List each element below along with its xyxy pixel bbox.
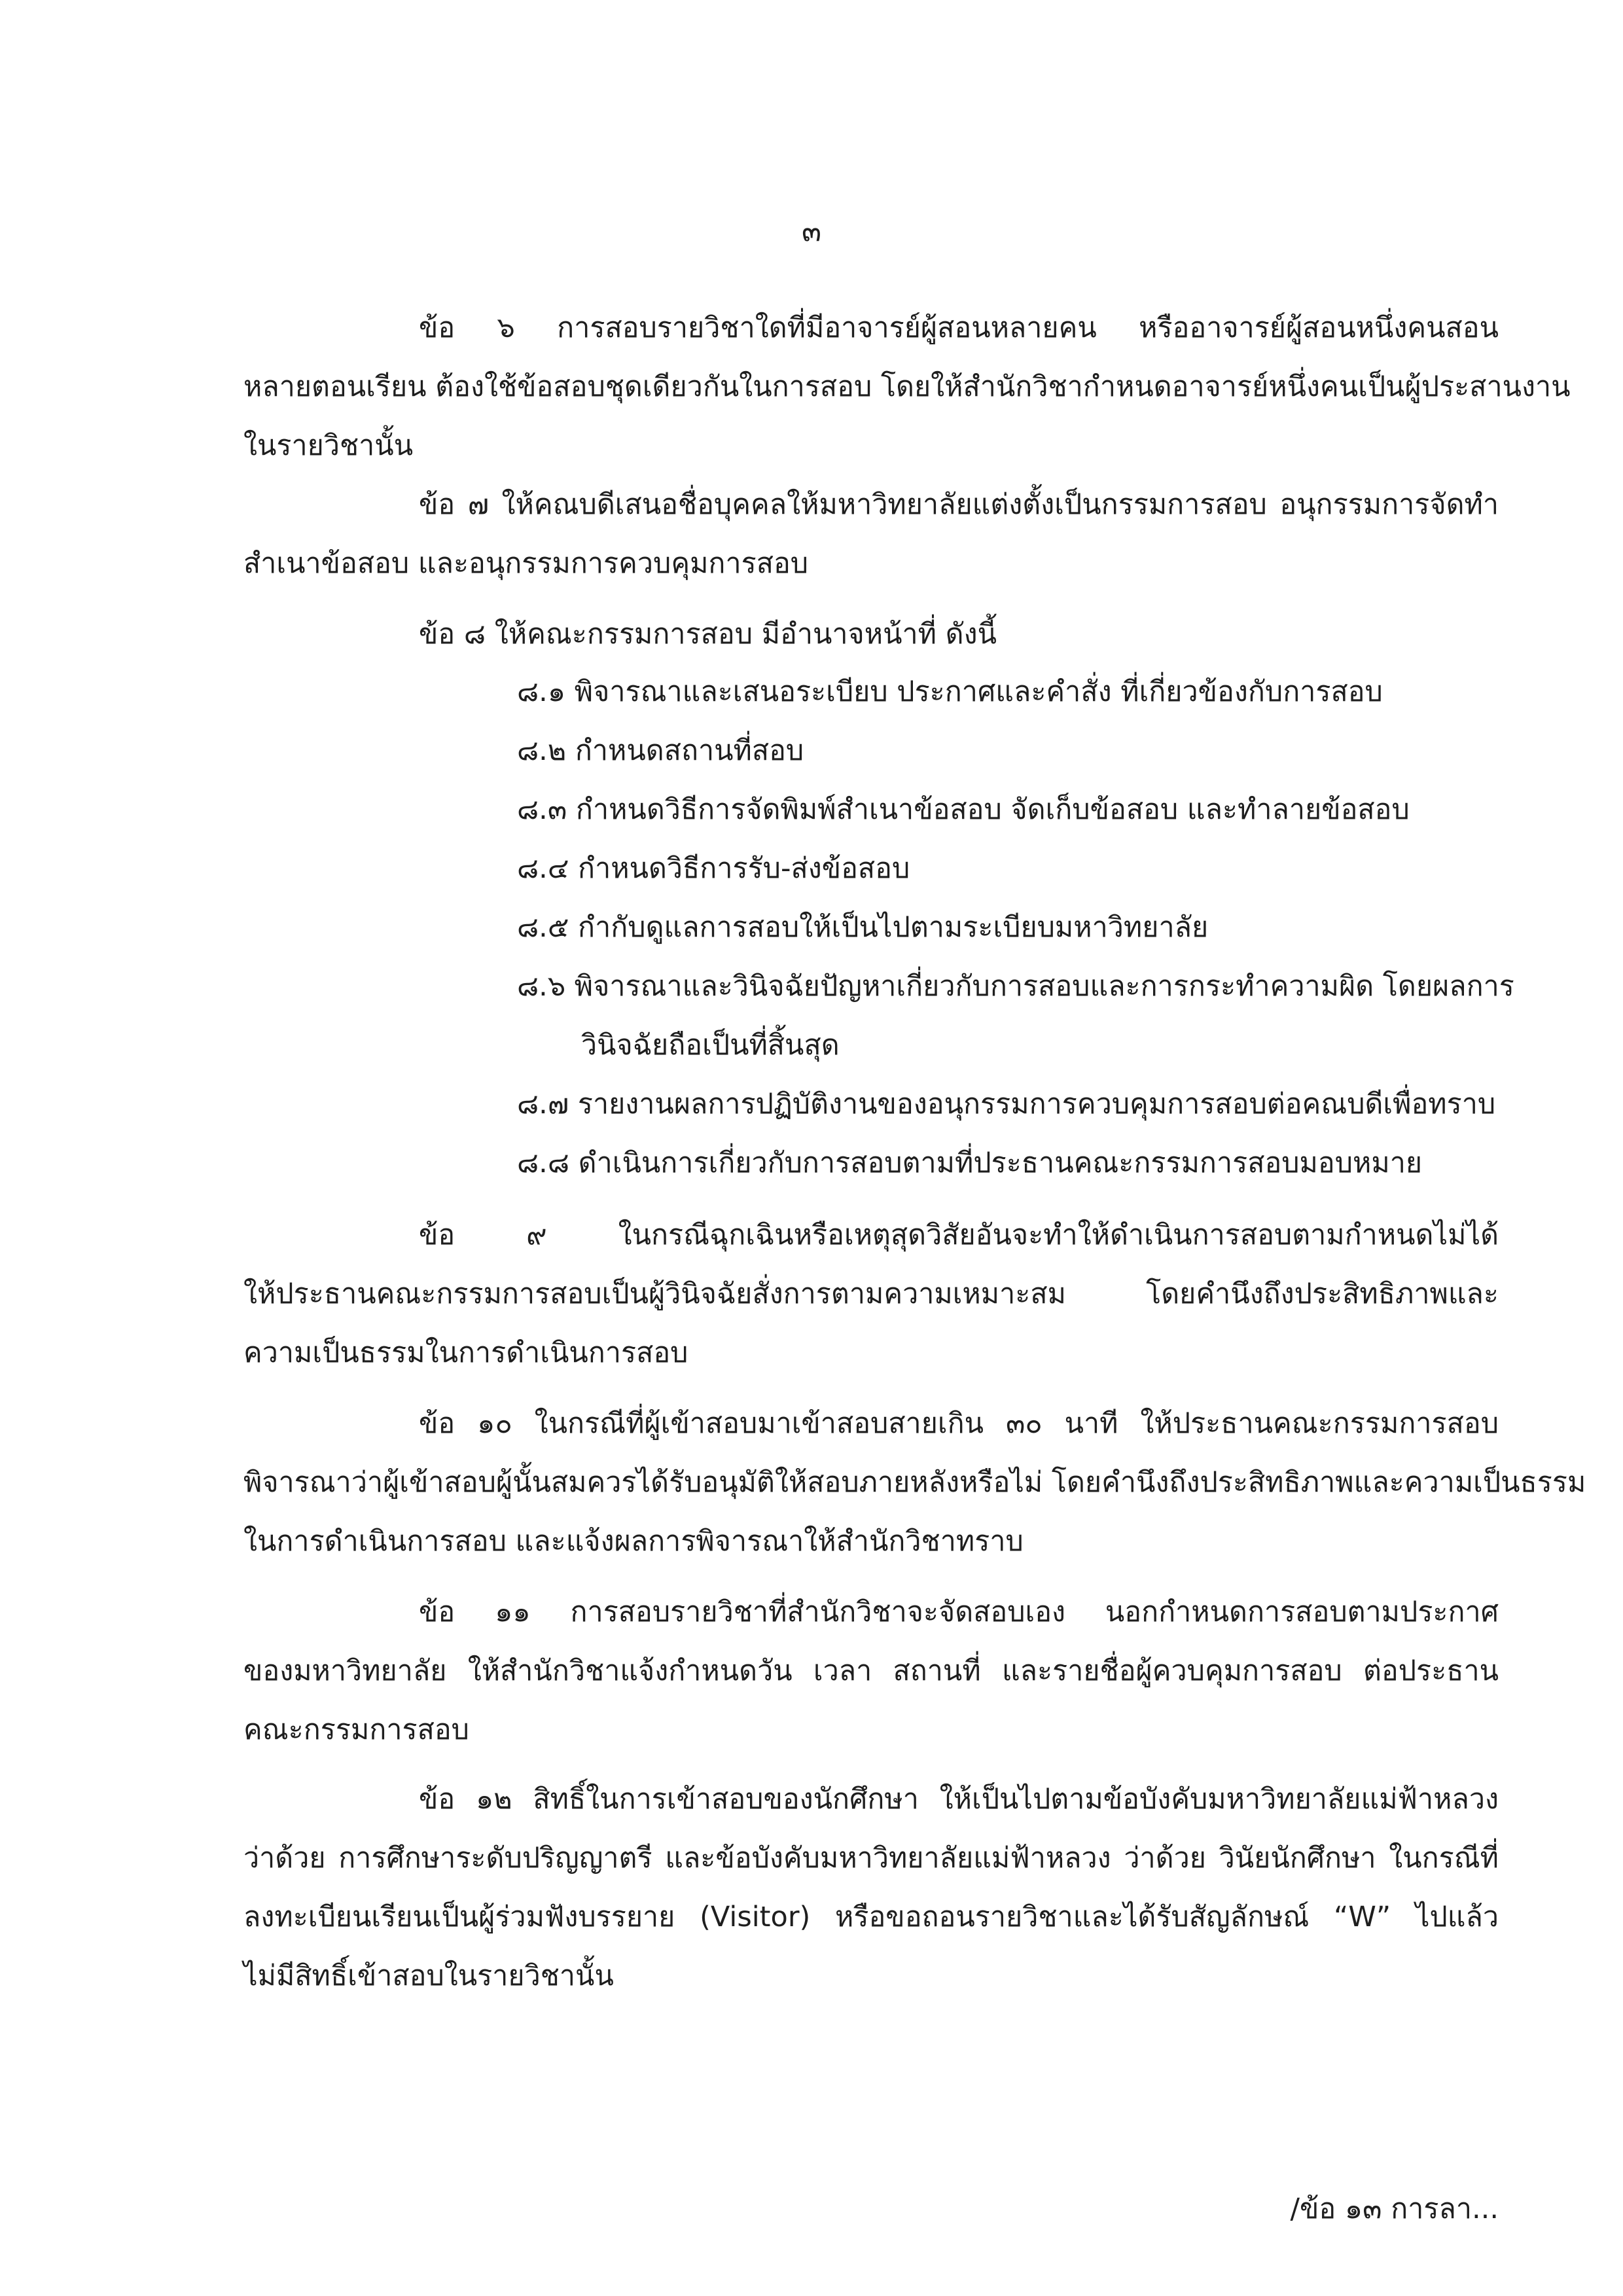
clause-11-line-3: คณะกรรมการสอบ — [243, 1713, 469, 1746]
clause-12-line-2: ว่าด้วย การศึกษาระดับปริญญาตรี และข้อบังคับมหาวิทยาลัยแม่ฟ้าหลวง ว่าด้วย วินัยนักศึกษา ในกรณีที่ — [243, 1842, 1499, 1874]
clause-7-line-1: ข้อ ๗ ให้คณบดีเสนอชื่อบุคคลให้มหาวิทยาลัยแต่งตั้งเป็นกรรมการสอบ อนุกรรมการจัดทำ — [419, 488, 1499, 521]
clause-8-item-1: ๘.๑ พิจารณาและเสนอระเบียบ ประกาศและคำสั่ง ที่เกี่ยวข้องกับการสอบ — [517, 675, 1383, 708]
clause-9-line-2: ให้ประธานคณะกรรมการสอบเป็นผู้วินิจฉัยสั่งการตามความเหมาะสม โดยคำนึงถึงประสิทธิภาพและ — [243, 1278, 1499, 1310]
clause-10-line-1: ข้อ ๑๐ ในกรณีที่ผู้เข้าสอบมาเข้าสอบสายเกิน ๓๐ นาที ให้ประธานคณะกรรมการสอบ — [419, 1407, 1499, 1440]
continuation-reference: /ข้อ ๑๓ การลา... — [1290, 2193, 1499, 2225]
clause-7-line-2: สำเนาข้อสอบ และอนุกรรมการควบคุมการสอบ — [243, 547, 809, 580]
clause-12-line-3: ลงทะเบียนเรียนเป็นผู้ร่วมฟังบรรยาย (Visitor) หรือขอถอนรายวิชาและได้รับสัญลักษณ์ “W” ไปแล้ว — [243, 1901, 1499, 1933]
clause-12-line-1: ข้อ ๑๒ สิทธิ์ในการเข้าสอบของนักศึกษา ให้เป็นไปตามข้อบังคับมหาวิทยาลัยแม่ฟ้าหลวง — [419, 1783, 1499, 1816]
clause-11-line-1: ข้อ ๑๑ การสอบรายวิชาที่สำนักวิชาจะจัดสอบเอง นอกกำหนดการสอบตามประกาศ — [419, 1596, 1499, 1628]
page-number: ๓ — [801, 215, 822, 248]
clause-6-line-2: หลายตอนเรียน ต้องใช้ข้อสอบชุดเดียวกันในการสอบ โดยให้สำนักวิชากำหนดอาจารย์หนึ่งคนเป็นผู้ประสานงาน — [243, 370, 1571, 403]
clause-6-line-3: ในรายวิชานั้น — [243, 429, 414, 462]
clause-8-item-5: ๘.๕ กำกับดูแลการสอบให้เป็นไปตามระเบียบมหาวิทยาลัย — [517, 911, 1209, 944]
clause-8-item-8: ๘.๘ ดำเนินการเกี่ยวกับการสอบตามที่ประธานคณะกรรมการสอบมอบหมาย — [517, 1147, 1423, 1179]
clause-8-item-2: ๘.๒ กำหนดสถานที่สอบ — [517, 734, 804, 767]
clause-8-item-6: ๘.๖ พิจารณาและวินิจฉัยปัญหาเกี่ยวกับการสอบและการกระทำความผิด โดยผลการ — [517, 970, 1514, 1003]
clause-6-line-1: ข้อ ๖ การสอบรายวิชาใดที่มีอาจารย์ผู้สอนหลายคน หรืออาจารย์ผู้สอนหนึ่งคนสอน — [419, 312, 1499, 344]
clause-8-item-6-cont: วินิจฉัยถือเป็นที่สิ้นสุด — [581, 1029, 840, 1062]
clause-10-line-2: พิจารณาว่าผู้เข้าสอบผู้นั้นสมควรได้รับอนุมัติให้สอบภายหลังหรือไม่ โดยคำนึงถึงประสิทธิภาพและความเป็นธรรม — [243, 1466, 1586, 1499]
clause-9-line-1: ข้อ ๙ ในกรณีฉุกเฉินหรือเหตุสุดวิสัยอันจะทำให้ดำเนินการสอบตามกำหนดไม่ได้ — [419, 1219, 1499, 1251]
clause-8-item-4: ๘.๔ กำหนดวิธีการรับ-ส่งข้อสอบ — [517, 852, 910, 885]
clause-8-item-7: ๘.๗ รายงานผลการปฏิบัติงานของอนุกรรมการควบคุมการสอบต่อคณบดีเพื่อทราบ — [517, 1088, 1496, 1121]
clause-9-line-3: ความเป็นธรรมในการดำเนินการสอบ — [243, 1336, 688, 1369]
clause-8-intro: ข้อ ๘ ให้คณะกรรมการสอบ มีอำนาจหน้าที่ ดังนี้ — [419, 618, 997, 651]
clause-12-line-4: ไม่มีสิทธิ์เข้าสอบในรายวิชานั้น — [243, 1960, 614, 1992]
clause-10-line-3: ในการดำเนินการสอบ และแจ้งผลการพิจารณาให้สำนักวิชาทราบ — [243, 1525, 1024, 1558]
clause-11-line-2: ของมหาวิทยาลัย ให้สำนักวิชาแจ้งกำหนดวัน เวลา สถานที่ และรายชื่อผู้ควบคุมการสอบ ต่อประธาน — [243, 1655, 1499, 1687]
clause-8-item-3: ๘.๓ กำหนดวิธีการจัดพิมพ์สำเนาข้อสอบ จัดเก็บข้อสอบ และทำลายข้อสอบ — [517, 793, 1410, 826]
